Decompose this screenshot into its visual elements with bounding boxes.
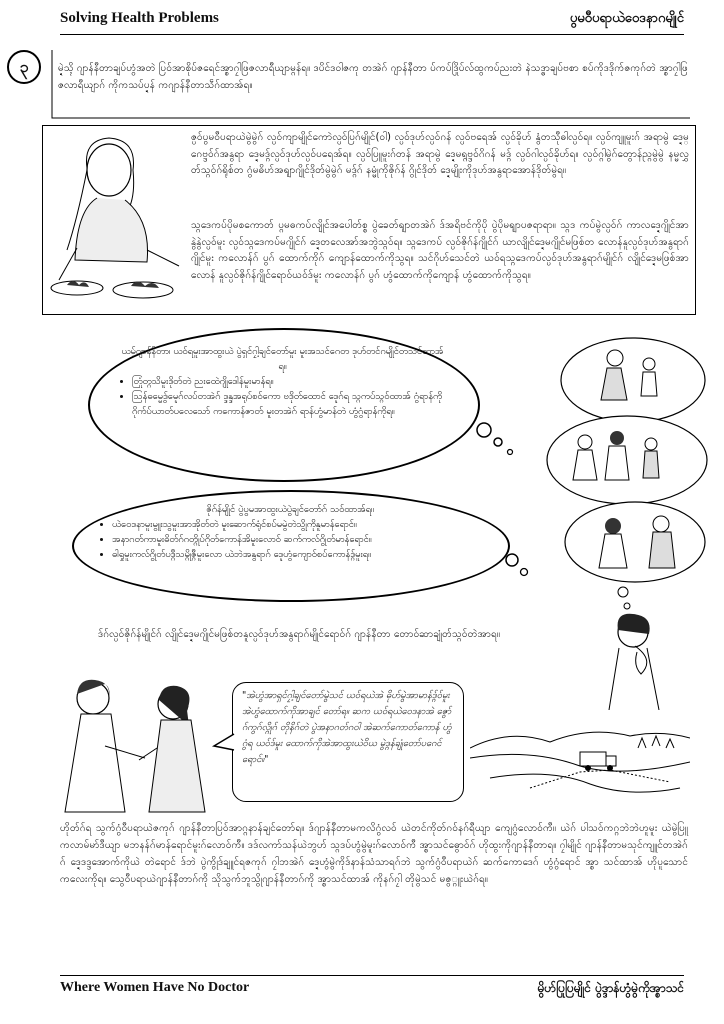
middle-paragraph: ဒ်ဂ်လ္ပဝ်ဇိုဂ်န်မျိုင်ဂ် လျိုင်ဒ္ဍေမဂျိုင်မဖြစ်တနူလ္ပဝ်ဒုဟ်အနွရာဂ်မျိုင်ရောဝ်ဂ် ဂျာန်နီတာ တောဝ်ဆာချုံတ်သ္ဂဝ်တဲအာရ။ bbox=[98, 629, 501, 640]
thought-cloud-1-bullet-2: • ဩန်ဓမ္မွေဒ်မ္ဍေဂ်လပ်တအဲဂ် ဒ္ဒန္ဒအရုပ်စဝ်ကော ဗဒိုတ်ထောင် ဒ္ဍေဂ်ရ သ္ဂကပ်သ္ဂဝ်ထာအ် ဂွံရာန်ကိုဂိုက်ပ်ယာတ်ပလေသော် ကကောန်ဇာတ် မူးတအဲဂ် ရာန်ဟွံမာန်တဲ ဟွံဂွံရာန်ကိုရ။ bbox=[132, 389, 445, 419]
thought-cloud-1-bullet-1: • တြုံတ္ဂသိမူးဒိုတ်တဲ ညးထေဲဂျိုဒေါန်မူးမာန်ရ။ bbox=[132, 374, 445, 389]
page-footer bbox=[60, 975, 684, 1002]
box-paragraph-1: ဇ္ပဝ်ပွမဝီပရာယဲမွဲမွဲဂ် လ္ပဝ်ကျာမျိုင်ကောဲလ္ပဝ်ပြဂ်မျိုင်(ဝါ) လ္ပဝ်ဒုဟ်လ္ပဝ်ဂန် လ္ပဝ်ဗရေအ် လ္ပဝ်ခိုဟ် နွံတသီုဓါလ္ပဝ်ရ။ လ္ပဝ်ကျူမူးဂ် အရာမွဲ ဒ္ဍေမ္ဂေဗ္ဒဝ်ဂ်အနွရာ ဒ္ဍေမဒ္ဂ်လ္ပဝ်ဒုဟ်လ္ပဝ်ပရေအ်ရ။ လ္ပဝ်ပြူမူးဂ်တန် အရာမွဲ ဒ္ဍေမရ္ဂဗ္ဒဝ်ဂိဂန် မဒ္ဂ် လ္ပဝ်ဂါလ္ပဝ်ခိုဟ်ရ။ လ္ပဝ်ဂ္ဂါမွဲဂ်တွောန်ည္ဂမွဲမွဲ နမ္မလွှတ်သ္ဂဝ်ဂ်ရိုစ်တ ဂွံမဓိဟ်အရျာဂျိုင်ဒိုတ်မွဲမွဲဂ် မဒ္ဂ်ဂ် နမ္မုံကိုဇိုဂ်န် ဂွိုင်ဒိုတ် ဒ္ဍေမျိုးကိုဒုဟ်အနွရာအောန်ဒိုတ်မွဲရ။ bbox=[191, 132, 689, 176]
two-women-talking-illustration bbox=[45, 676, 225, 816]
info-box bbox=[42, 125, 696, 315]
header-title-english: Solving Health Problems bbox=[60, 10, 219, 26]
thought-cloud-1-intro: ယမ့်ဂျာန်နီတာ၊ ယဝ်ရမူးအာထွးယဲ ပွဲရှင်ဂၠါ့ချင်တော်မူး မူးအသင်ဂေတ ဒုဟ်တင်ဂမျိုင်တသင်ထာအ်ရ။ bbox=[121, 346, 444, 372]
woman-eating-illustration bbox=[47, 130, 187, 310]
bottom-paragraph: ဟိုတ်ဂ်ရ သွက်ဂွံဝီပရာယဲဇကုဂ် ဂျာန်နီတာပြဝ်အာဂ္ဂနာန်ချင်တော်ရ။ ဒ်ဂျာန်နီတာမကလိဂွံလဝ် ယဲတင်ကိုတ်ဂဝ်နဂ်ရီယျာ ကျေဂွံလောဝ်ကီ။ ယဲဂ် ပါသဝ်ကဂ္ဂဘဲဘဲဟူမူး ယဲမွဲပြူကလာမ်မာ်ဒီယျာ မဘနန်ဂ်မာန်ရောင်မူးဂ်လောဝ်ကီ။ ဒဒ်လကာ်သန်ယဲဘွဟ် သ္ဂဒပ်ဟွံမွဲမူးဂ်လောဝ်ကီ အ္စာသင်ဓွောဝ်ဂ် ဟိုထွးကိုဂျာန်နီတာရ။ ဂၠါမျိုင် ဂျာန်နီတာမသုင်ကျူင်တအဲဂ်ဂ် ဒ္ဍေဒဒ္ဒအောက်ကိုယဲ တဲရောင် ဒ်ဘဲ ပွဲကွိုဒ်ချူင်ရဇကုဂ် ဂၠါဘအဲဂ် ဒ္ဍေဟွံမွဲကိုဒ်နာန်သံသာရဂ်ဘဲ သွက်ဂွံဝီပရာယဲဂ် ဆက်ကောဒေဂ် ဟွံဂွံရောင် အ္စာ သင်ထာအ် ဟိုပူသောင်ကလေးကိုရ။ သွေဝီပရာယဲဂျာန်နီတာဂ်ကို သိုသွက်ဘူသွိုဂျာန်နီတာဂ်ကို အ္စာသင်ထာအ် ကိုနဂ်ဂၠါ တိုမွဲသင် မဇွ္ဂူးယဲဂ်ရ။ bbox=[60, 823, 688, 885]
header-title-mon: ပွမဝီပရာယဲဝေဒနာဂမျိုင် bbox=[569, 11, 684, 26]
footer-title-mon: မွိဟ်ပြုပြမျိုင် ပွဲဒ္ဒာန်ဟွံမွဲကိုအ္စာသင် bbox=[537, 981, 684, 995]
footer-title-english: Where Women Have No Doctor bbox=[60, 980, 250, 995]
thought-cloud-2-bullet-3: • ဓါရှုမူးကလ်ဂွိုတ်ပဒ္ဂီသမ္ဂိုဇ္ဂီမူးလော ယဲဘဲအနွရာဂ် ဒ္ဍေဟွံကျောဝ်စပ်ကောန်ဒ္ဂ်မူးရ။ bbox=[112, 547, 480, 562]
page-header bbox=[60, 10, 684, 35]
thinking-woman-illustration bbox=[515, 330, 715, 710]
intro-paragraph: မ္ဍဲသ္ၚိ ဂျာန်နီတာချပ်ဟွံအတဲ ပြဝ်အာစိုပ်ဇရေင်အ္စာဂၠါဖြဇလာရီယျာမ္ဂန်ရ။ ဒပိင်ဒဝါဇကု တအဲဂ် ဂျာန်နီတာ ပ်ကပ်ဒြိုပ်လ်ထွကပ်ညးတဲ နဲသဒ္ဓာချပ်ဗစာ စပ်ကိုဒဒိုက်ဇကုဂ်တဲ အ္စာဂၠါဖြ ဇလာရီယျာဂ် ကိုကသပ်ပ္ဍန် ကဂျာန်နီတာသဵဂ်ထာအ်ရ။ bbox=[58, 63, 688, 91]
thought-cloud-2-bullet-1: • ယဲဝေဒနာမူးမွူးသွမူးအာအိုတ်တဲ မူးဆောက်ရုံင်စပ်မမွဲတဲသွိုကိုနူမာန်ရောင်။ bbox=[112, 517, 480, 532]
speech-bubble-text: "အဲဟွံအာရှင်ဂၠါ့ချင်တော်မွဲသင် ယဝ်ရယဲအဲ ဓိုဟ်မွဲအာမာန်ဒ္ဂ်ဝ်မူး အဲဟွံထောက်ကိုအာချင် တော်ရ။ ဆက ယဝ်ရယဲဝေဒနာအဲ ဇွော်ဂ်ကွဂ်လ္ဂိုဂ် တိုနိဂ်တဲ ပွဲအနာဂတ်ဂ၀ါ အဲဆက်ကောတ်ကောန် ဟွံဂွံရ ယဝ်ဒ်မူး ထောက်ကိုအဲအာထွးယဲဝိယ မွဲဒ္ဂန်ချုံတော်ပဂေင်ရောင်။" bbox=[242, 690, 452, 765]
box-paragraph-2: သ္ဂဒေကပ်ပိုမစကောတ် ပ္ဂမဓကပ်လျိုင်အပေါတ်စ္စ ပွဲခေတ်ရျာတအဲဂ် ဒ်အရိဗင်ကိုပို ပွဲပိုမရျာပဇရာရာ။ သ္ဂဒ ကပ်မွဲလ္ပဝ်ဂ် ကာလဒ္ဍေဂျိုင်အာ နွဲနွဲလ္ပဝ်မူး လ္ပဝ်သ္ဂဒေကပ်မဂျိုင်ဂ် ဒ္ဍေတလေအာ်အဘွဲသ္ဂဝ်ရ။ သ္ဂဒေကပ် လ္ပဝ်ဇိုဂ်န်ဂျိုင်ဂ် ယာလျိုင်ဒ္ဍေမဂျိုင်မဖြစ်တ လောန်နူလ္ပဝ်ဒုဟ်အနွရာဂ်ဂျိုင်မူး ကလောန်ဂ် ပွဂ် ထောက်ကိုဂ် ကျောန်ထောက်ကိုသွရ။ သင်ဂိုဟ်သေင်တဲ ယဝ်ရသ္ဂဒေကပ်လ္ပဝ်ဒုဟ်အနွရာဂ်မျိုင်ဂ် လျိုင်ဒ္ဍေမဖြစ်အာ လောန် နူလ္ပဝ်ဇိုဂ်န်ဂျိုင်ရောဝ်ယဝ်ဒ်မူး ကလောန်ဂ် ပွဂ် ဟွံထောက်ကိုကျောန် ဟွံထောက်ကိုသွရ။ bbox=[191, 220, 689, 281]
landscape-truck-illustration bbox=[470, 718, 690, 808]
page-number-badge: ၃ bbox=[7, 50, 41, 84]
thought-cloud-2-intro: ဇိုဂ်န်မျိုင် ပွဲပွမအာထွးယဲပွဲချင်တော်ဂ် သဝ်ထာအ်ရ။ bbox=[206, 504, 374, 515]
thought-cloud-1-content bbox=[120, 344, 445, 419]
thought-cloud-2-bullet-2: • အနာဂတ်ကာမူးဓိတ်ဂ်ဂတ္ဂိုပ်ဂိုတ်ကောန်အိမူးလောဝ် ဆက်ကလ်ဂွိုတ်မာန်ရောင်။ bbox=[112, 532, 480, 547]
thought-cloud-2-content bbox=[100, 502, 480, 562]
